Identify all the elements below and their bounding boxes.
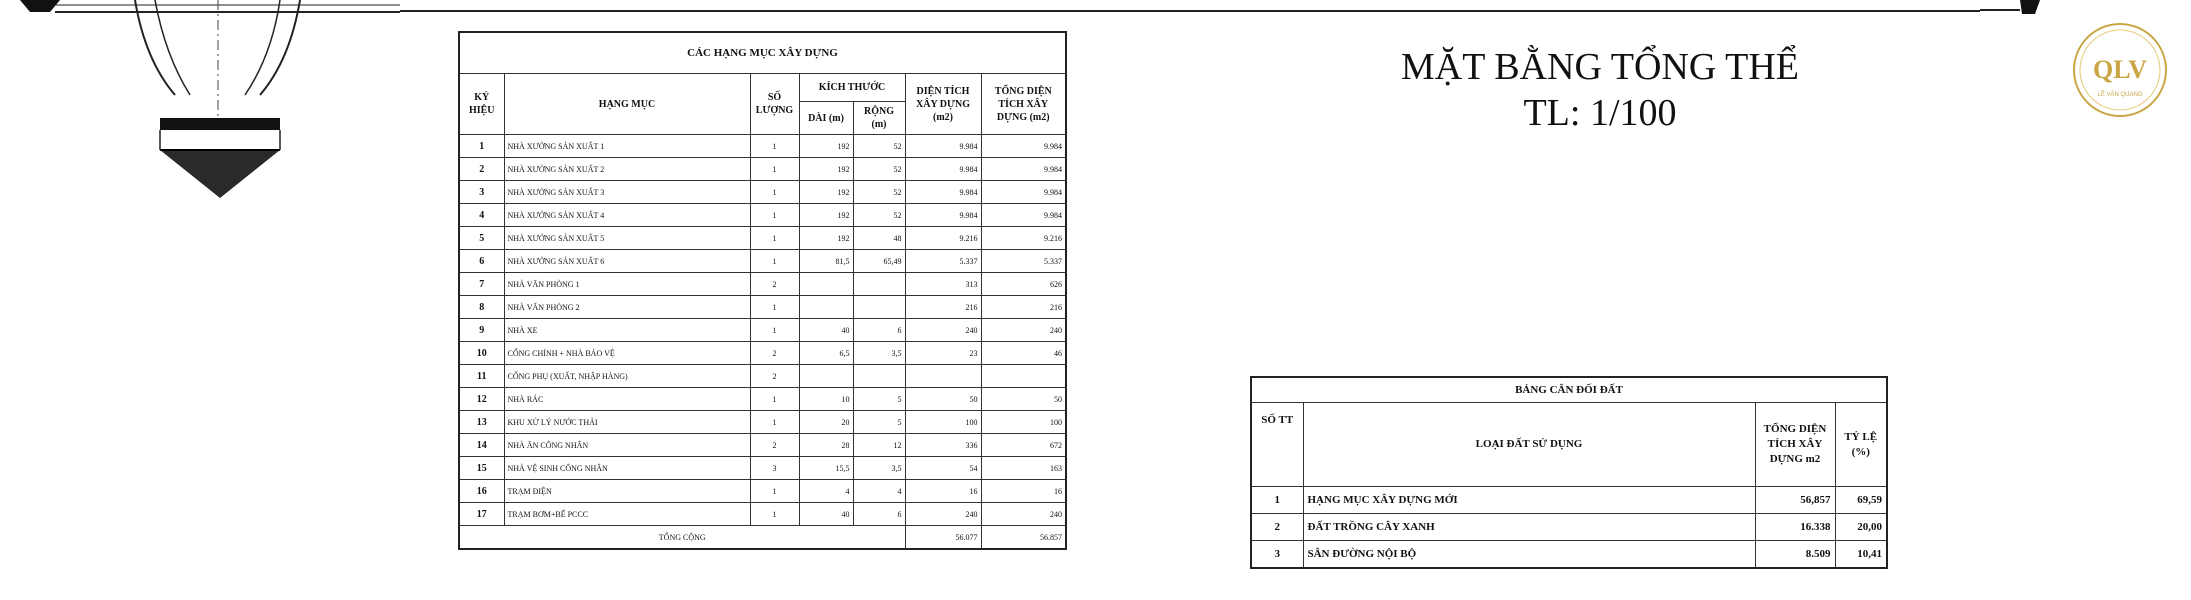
land-row-area: 8.509 <box>1755 541 1835 569</box>
row-item-name: NHÀ VĂN PHÒNG 1 <box>504 273 750 296</box>
row-width: 12 <box>853 434 905 457</box>
land-row-type: HẠNG MỤC XÂY DỰNG MỚI <box>1303 487 1755 514</box>
drawing-fragment-left <box>0 0 400 230</box>
row-qty: 3 <box>750 457 799 480</box>
row-total-area: 9.984 <box>981 158 1066 181</box>
row-item-name: NHÀ XƯỞNG SẢN XUẤT 1 <box>504 135 750 158</box>
row-total-area: 9.984 <box>981 204 1066 227</box>
row-symbol: 17 <box>459 503 504 526</box>
land-header-area: TỔNG DIỆN TÍCH XÂY DỰNG m2 <box>1755 403 1835 487</box>
row-symbol: 8 <box>459 296 504 319</box>
row-length: 192 <box>799 135 853 158</box>
row-total-area: 9.984 <box>981 135 1066 158</box>
title-line-2: TL: 1/100 <box>1523 92 1677 134</box>
row-width: 6 <box>853 503 905 526</box>
row-length: 6,5 <box>799 342 853 365</box>
row-item-name: TRẠM BƠM+BỂ PCCC <box>504 503 750 526</box>
row-item-name: CỔNG PHỤ (XUẤT, NHẬP HÀNG) <box>504 365 750 388</box>
row-qty: 1 <box>750 319 799 342</box>
logo-arc-text: LÊ VĂN QUANG <box>2097 92 2143 98</box>
row-qty: 1 <box>750 227 799 250</box>
row-item-name: NHÀ XƯỞNG SẢN XUẤT 5 <box>504 227 750 250</box>
row-total-area <box>981 365 1066 388</box>
row-item-name: NHÀ VĂN PHÒNG 2 <box>504 296 750 319</box>
row-symbol: 1 <box>459 135 504 158</box>
drawing-fragment-right <box>1980 0 2050 20</box>
row-item-name: NHÀ VỆ SINH CÔNG NHÂN <box>504 457 750 480</box>
row-area: 9.984 <box>905 204 981 227</box>
row-length: 10 <box>799 388 853 411</box>
row-length <box>799 365 853 388</box>
row-qty: 1 <box>750 411 799 434</box>
row-total-area: 216 <box>981 296 1066 319</box>
row-length <box>799 273 853 296</box>
row-item-name: NHÀ XE <box>504 319 750 342</box>
row-symbol: 5 <box>459 227 504 250</box>
header-area: DIỆN TÍCH XÂY DỰNG (m2) <box>905 74 981 135</box>
row-area: 9.216 <box>905 227 981 250</box>
row-item-name: NHÀ RÁC <box>504 388 750 411</box>
total-label: TỔNG CỘNG <box>459 526 905 550</box>
header-item: HẠNG MỤC <box>504 74 750 135</box>
land-table-title: BẢNG CÂN ĐỐI ĐẤT <box>1251 377 1887 403</box>
row-symbol: 2 <box>459 158 504 181</box>
row-symbol: 15 <box>459 457 504 480</box>
row-qty: 1 <box>750 388 799 411</box>
land-table-row <box>1251 514 1887 541</box>
title-line-1: MẶT BẰNG TỔNG THỂ <box>1401 46 1799 88</box>
row-area: 313 <box>905 273 981 296</box>
row-length: 28 <box>799 434 853 457</box>
items-table-row <box>459 319 1066 342</box>
row-width: 52 <box>853 135 905 158</box>
row-total-area: 50 <box>981 388 1066 411</box>
row-qty: 2 <box>750 365 799 388</box>
row-item-name: NHÀ XƯỞNG SẢN XUẤT 4 <box>504 204 750 227</box>
items-table-row <box>459 457 1066 480</box>
land-balance-table <box>1250 376 1888 569</box>
row-total-area: 626 <box>981 273 1066 296</box>
land-header-no: SỐ TT <box>1251 403 1303 487</box>
row-area: 9.984 <box>905 181 981 204</box>
row-length: 15,5 <box>799 457 853 480</box>
items-table-row <box>459 135 1066 158</box>
row-qty: 1 <box>750 135 799 158</box>
items-table-row <box>459 503 1066 526</box>
row-width <box>853 273 905 296</box>
land-row-ratio: 69,59 <box>1835 487 1887 514</box>
row-total-area: 9.984 <box>981 181 1066 204</box>
row-width: 52 <box>853 158 905 181</box>
header-qty: SỐ LƯỢNG <box>750 74 799 135</box>
construction-items-table <box>458 31 1067 550</box>
items-table-title: CÁC HẠNG MỤC XÂY DỰNG <box>459 32 1066 74</box>
row-item-name: CỔNG CHÍNH + NHÀ BẢO VỆ <box>504 342 750 365</box>
row-symbol: 3 <box>459 181 504 204</box>
row-qty: 1 <box>750 296 799 319</box>
land-row-no: 2 <box>1251 514 1303 541</box>
company-logo <box>2070 20 2170 120</box>
items-table-row <box>459 273 1066 296</box>
row-item-name: TRẠM ĐIỆN <box>504 480 750 503</box>
page-title <box>1390 44 1810 136</box>
row-length: 81,5 <box>799 250 853 273</box>
land-row-no: 1 <box>1251 487 1303 514</box>
row-total-area: 16 <box>981 480 1066 503</box>
land-row-type: SÂN ĐƯỜNG NỘI BỘ <box>1303 541 1755 569</box>
row-item-name: NHÀ XƯỞNG SẢN XUẤT 6 <box>504 250 750 273</box>
row-qty: 1 <box>750 158 799 181</box>
row-length: 40 <box>799 319 853 342</box>
row-length <box>799 296 853 319</box>
row-length: 192 <box>799 227 853 250</box>
header-symbol: KÝ HIỆU <box>459 74 504 135</box>
row-symbol: 14 <box>459 434 504 457</box>
row-area: 240 <box>905 503 981 526</box>
land-header-ratio: TỶ LỆ (%) <box>1835 403 1887 487</box>
row-area: 9.984 <box>905 135 981 158</box>
row-total-area: 240 <box>981 319 1066 342</box>
items-table-row <box>459 296 1066 319</box>
row-symbol: 7 <box>459 273 504 296</box>
row-item-name: KHU XỬ LÝ NƯỚC THẢI <box>504 411 750 434</box>
row-symbol: 16 <box>459 480 504 503</box>
top-border-line <box>400 10 1980 12</box>
logo-text: QLV <box>2093 55 2147 84</box>
row-width: 6 <box>853 319 905 342</box>
row-symbol: 6 <box>459 250 504 273</box>
row-qty: 1 <box>750 480 799 503</box>
row-item-name: NHÀ XƯỞNG SẢN XUẤT 3 <box>504 181 750 204</box>
total-row <box>459 526 1066 550</box>
items-table-row <box>459 434 1066 457</box>
row-area: 9.984 <box>905 158 981 181</box>
row-length: 192 <box>799 181 853 204</box>
items-table-row <box>459 365 1066 388</box>
row-area: 216 <box>905 296 981 319</box>
row-qty: 1 <box>750 204 799 227</box>
land-table-row <box>1251 487 1887 514</box>
items-table-row <box>459 227 1066 250</box>
row-width: 5 <box>853 411 905 434</box>
row-width <box>853 365 905 388</box>
land-row-area: 56,857 <box>1755 487 1835 514</box>
row-length: 20 <box>799 411 853 434</box>
row-total-area: 9.216 <box>981 227 1066 250</box>
items-table-row <box>459 411 1066 434</box>
row-area: 100 <box>905 411 981 434</box>
row-qty: 2 <box>750 434 799 457</box>
header-length: DÀI (m) <box>799 102 853 135</box>
items-table-row <box>459 250 1066 273</box>
row-qty: 2 <box>750 273 799 296</box>
header-total-area: TỔNG DIỆN TÍCH XÂY DỰNG (m2) <box>981 74 1066 135</box>
row-length: 40 <box>799 503 853 526</box>
items-table-row <box>459 181 1066 204</box>
items-table-row <box>459 388 1066 411</box>
row-qty: 2 <box>750 342 799 365</box>
row-qty: 1 <box>750 250 799 273</box>
row-area <box>905 365 981 388</box>
row-width <box>853 296 905 319</box>
items-table-row <box>459 480 1066 503</box>
header-width: RỘNG (m) <box>853 102 905 135</box>
row-area: 23 <box>905 342 981 365</box>
row-area: 16 <box>905 480 981 503</box>
row-area: 5.337 <box>905 250 981 273</box>
row-item-name: NHÀ XƯỞNG SẢN XUẤT 2 <box>504 158 750 181</box>
row-width: 48 <box>853 227 905 250</box>
row-length: 192 <box>799 204 853 227</box>
row-item-name: NHÀ ĂN CÔNG NHÂN <box>504 434 750 457</box>
land-header-type: LOẠI ĐẤT SỬ DỤNG <box>1303 403 1755 487</box>
row-symbol: 4 <box>459 204 504 227</box>
total-area: 56.077 <box>905 526 981 550</box>
land-row-type: ĐẤT TRỒNG CÂY XANH <box>1303 514 1755 541</box>
header-dimension: KÍCH THƯỚC <box>799 74 905 102</box>
row-length: 4 <box>799 480 853 503</box>
row-symbol: 11 <box>459 365 504 388</box>
row-symbol: 12 <box>459 388 504 411</box>
row-width: 52 <box>853 204 905 227</box>
row-total-area: 5.337 <box>981 250 1066 273</box>
land-row-ratio: 10,41 <box>1835 541 1887 569</box>
total-total-area: 56.857 <box>981 526 1066 550</box>
row-length: 192 <box>799 158 853 181</box>
row-width: 52 <box>853 181 905 204</box>
row-width: 3,5 <box>853 457 905 480</box>
row-symbol: 10 <box>459 342 504 365</box>
row-area: 240 <box>905 319 981 342</box>
row-width: 65,49 <box>853 250 905 273</box>
land-table-row <box>1251 541 1887 569</box>
row-total-area: 240 <box>981 503 1066 526</box>
items-table-row <box>459 342 1066 365</box>
row-total-area: 100 <box>981 411 1066 434</box>
row-total-area: 46 <box>981 342 1066 365</box>
row-area: 336 <box>905 434 981 457</box>
row-qty: 1 <box>750 181 799 204</box>
land-row-no: 3 <box>1251 541 1303 569</box>
row-total-area: 672 <box>981 434 1066 457</box>
row-area: 54 <box>905 457 981 480</box>
land-row-area: 16.338 <box>1755 514 1835 541</box>
row-total-area: 163 <box>981 457 1066 480</box>
row-qty: 1 <box>750 503 799 526</box>
row-width: 4 <box>853 480 905 503</box>
row-width: 3,5 <box>853 342 905 365</box>
row-width: 5 <box>853 388 905 411</box>
items-table-row <box>459 158 1066 181</box>
land-row-ratio: 20,00 <box>1835 514 1887 541</box>
row-symbol: 9 <box>459 319 504 342</box>
row-area: 50 <box>905 388 981 411</box>
items-table-row <box>459 204 1066 227</box>
row-symbol: 13 <box>459 411 504 434</box>
